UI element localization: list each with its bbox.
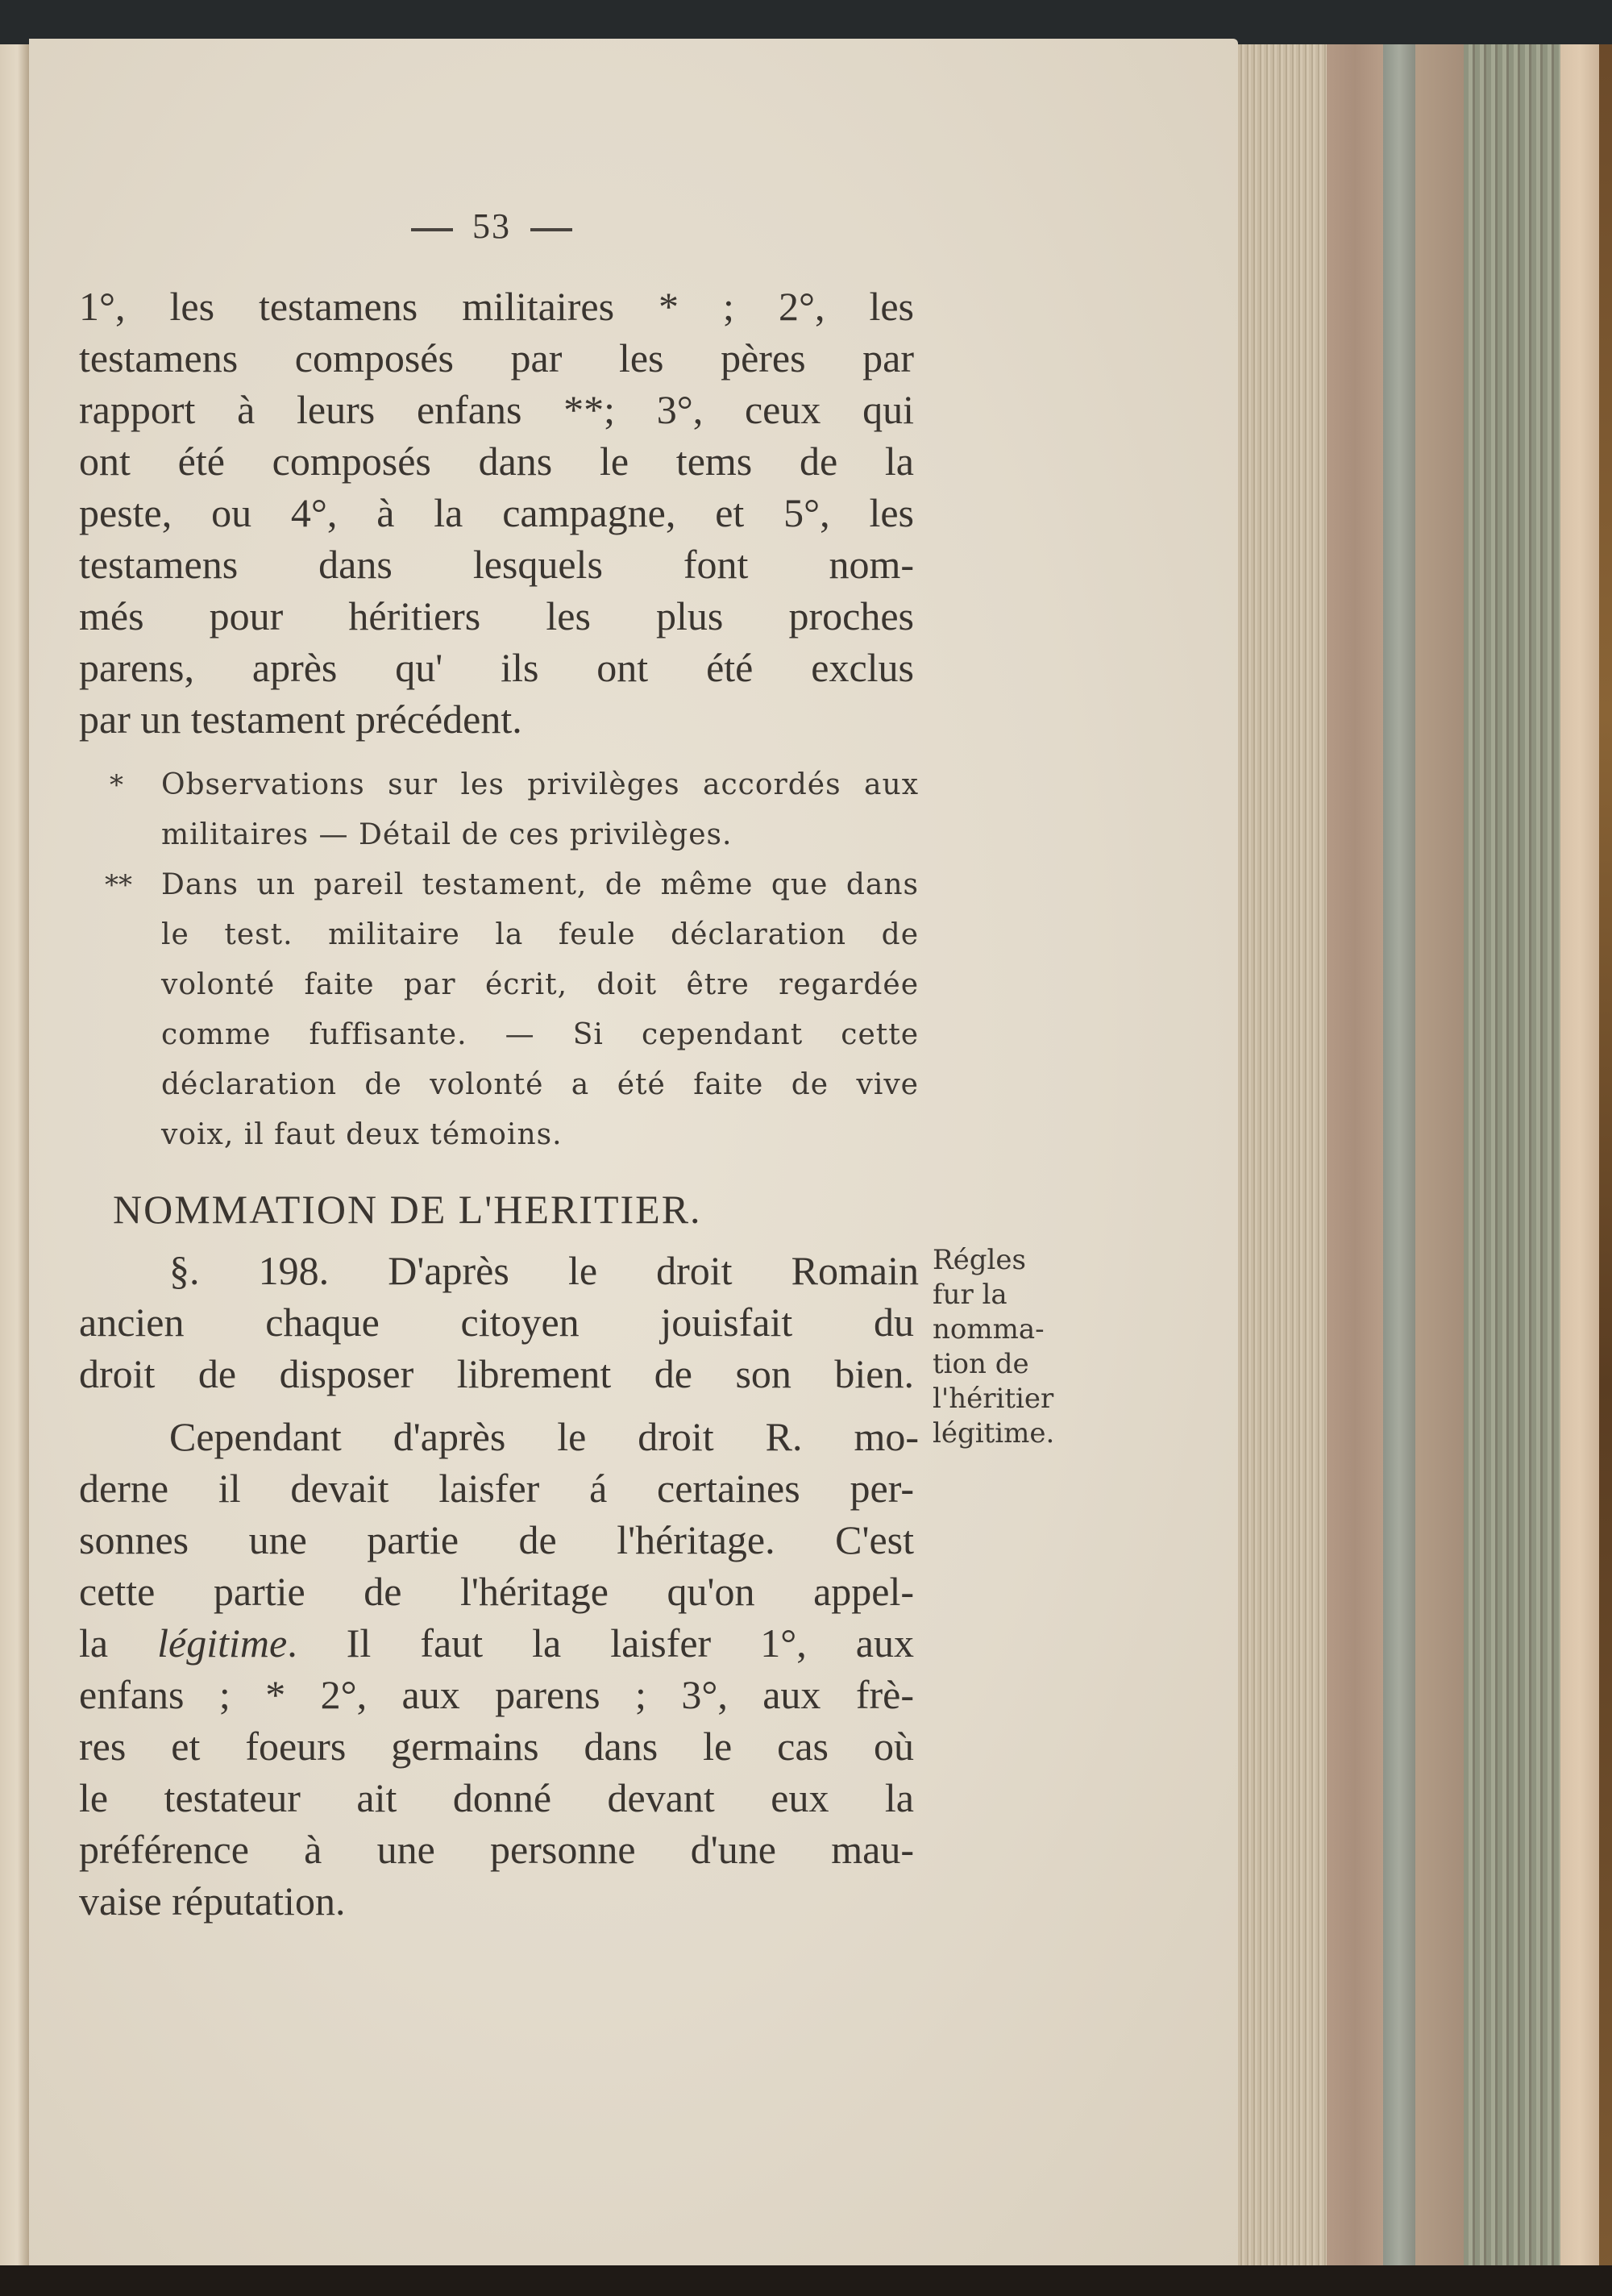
body-line: parens, après qu' ils ont été exclus — [79, 645, 914, 690]
marbled-cover — [1599, 44, 1612, 2277]
footnote-line: volonté faite par écrit, doit être regardée — [161, 968, 919, 1001]
body-line: peste, ou 4°, à la campagne, et 5°, les — [79, 490, 914, 535]
footnote-mark: * — [110, 769, 123, 801]
footnote-line: militaires — Détail de ces privilèges. — [161, 818, 733, 851]
body-line: testamens composés par les pères par — [79, 335, 914, 381]
footnote-line: Dans un pareil testament, de même que dans — [161, 868, 919, 901]
body-line: sonnes une partie de l'héritage. C'est — [79, 1517, 914, 1562]
body-line: res et foeurs germains dans le cas où — [79, 1724, 914, 1769]
body-line: més pour héritiers les plus proches — [79, 593, 914, 638]
body-line: testamens dans lesquels font nom- — [79, 542, 914, 587]
page-stack-edge — [1415, 44, 1464, 2277]
body-line: rapport à leurs enfans **; 3°, ceux qui — [79, 387, 914, 432]
body-line: 1°, les testamens militaires * ; 2°, les — [79, 284, 914, 329]
page-stack-edge — [1383, 44, 1415, 2277]
body-line: §. 198. D'après le droit Romain — [169, 1248, 919, 1293]
body-line: préférence à une personne d'une mau- — [79, 1827, 914, 1872]
background-bottom — [0, 2265, 1612, 2296]
body-line: Cependant d'après le droit R. mo- — [169, 1414, 919, 1459]
endpaper-edge — [1560, 44, 1599, 2277]
footnote-line: déclaration de volonté a été faite de vive — [161, 1068, 919, 1101]
footnote-line: voix, il faut deux témoins. — [161, 1118, 563, 1151]
body-line: par un testament précédent. — [79, 697, 522, 742]
italic-term: légitime — [157, 1620, 288, 1666]
body-line: ont été composés dans le tems de la — [79, 439, 914, 484]
body-line: vaise réputation. — [79, 1878, 346, 1924]
page-number-text: 53 — [472, 206, 511, 246]
body-line: cette partie de l'héritage qu'on appel- — [79, 1569, 914, 1614]
body-line: le testateur ait donné devant eux la — [79, 1775, 914, 1820]
previous-page-edge — [0, 44, 29, 2277]
section-heading: NOMMATION DE L'HERITIER. — [113, 1187, 702, 1232]
text-span: la — [79, 1620, 158, 1666]
footnote-line: comme fuffisante. — Si cependant cette — [161, 1018, 919, 1051]
ornament-dash — [411, 228, 453, 231]
footnote-mark: ** — [105, 869, 132, 901]
page-stack-edge — [1327, 44, 1383, 2277]
page-stack-edge — [1238, 44, 1327, 2277]
page-stack-edge — [1464, 44, 1560, 2277]
margin-note: Régles fur la nomma- tion de l'héritier légitime. — [933, 1244, 1055, 1450]
body-line: ancien chaque citoyen jouisfait du — [79, 1300, 914, 1345]
body-line-italic — [79, 1617, 914, 1669]
footnote-line: le test. militaire la feule déclaration de — [161, 918, 919, 951]
body-line: derne il devait laisfer á certaines per- — [79, 1466, 914, 1511]
ornament-dash — [530, 228, 572, 231]
text-span: . Il faut la laisfer 1°, aux — [287, 1620, 914, 1666]
footnote-line: Observations sur les privilèges accordés aux — [161, 768, 919, 801]
body-line: enfans ; * 2°, aux parens ; 3°, aux frè- — [79, 1672, 914, 1717]
body-line: droit de disposer librement de son bien. — [79, 1351, 914, 1396]
page-number — [371, 206, 613, 247]
